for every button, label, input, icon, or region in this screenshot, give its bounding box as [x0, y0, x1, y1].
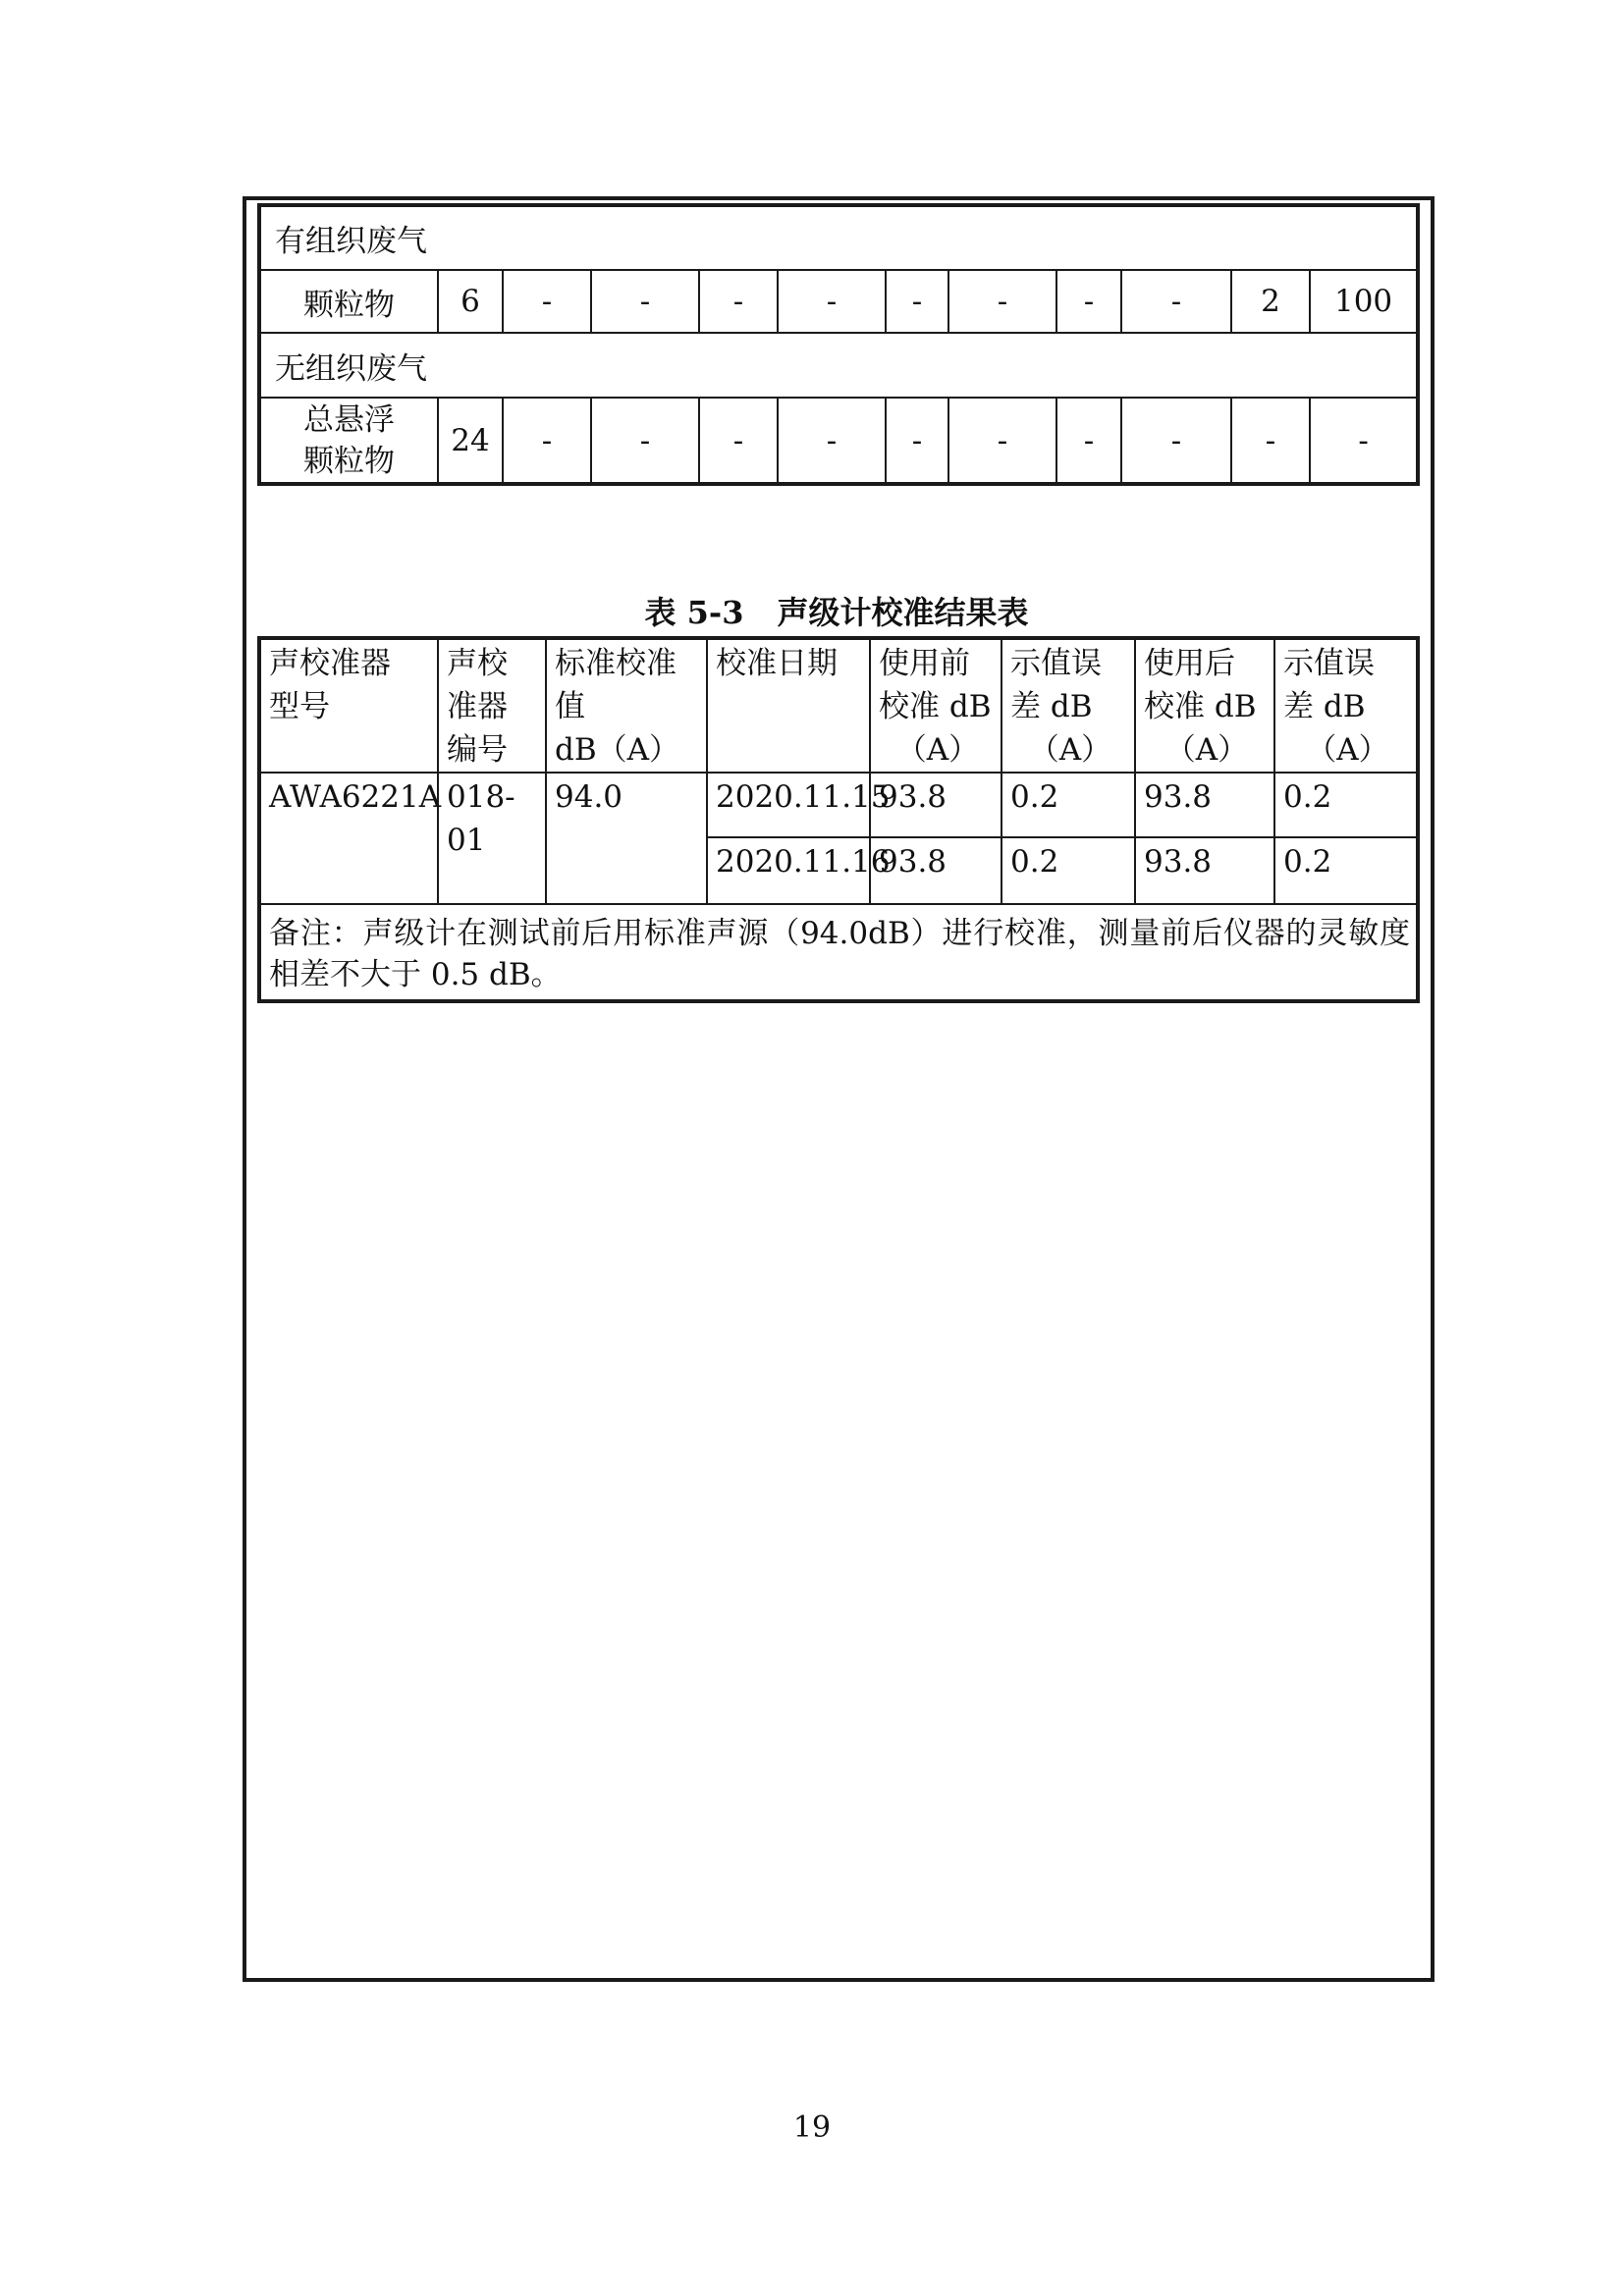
section-fugitive-emissions: 无组织废气 [259, 333, 1418, 398]
table-cell: 24 [438, 398, 503, 484]
table-cell: - [1121, 398, 1231, 484]
emission-standards-table [257, 203, 1420, 486]
header-line: 差 dB [1283, 689, 1366, 724]
table-cell: - [1231, 398, 1310, 484]
table-caption [257, 588, 1416, 633]
cell-after: 93.8 [1135, 773, 1274, 837]
header-line: 声校准器 [269, 646, 391, 681]
page-number: 19 [792, 2110, 832, 2145]
header-cell-error-before [1001, 638, 1135, 773]
table-cell: - [886, 270, 948, 333]
header-line: 差 dB [1010, 689, 1093, 724]
table-cell: - [778, 270, 886, 333]
caption-title: 声级计校准结果表 [777, 594, 1029, 631]
table-cell: - [503, 270, 591, 333]
header-line: 使用前 [879, 646, 970, 681]
header-cell-date [707, 638, 870, 773]
table-cell: - [778, 398, 886, 484]
cell-line: 颗粒物 [303, 443, 395, 479]
table-cell: - [591, 398, 699, 484]
header-line: 校准 dB [879, 689, 992, 724]
header-line: （A） [1028, 732, 1112, 768]
table-cell: 颗粒物 [259, 270, 438, 333]
cell-before: 93.8 [870, 773, 1001, 837]
header-cell-standard-value [546, 638, 707, 773]
cell-date: 2020.11.15 [707, 773, 870, 837]
header-line: 准器 [447, 689, 508, 724]
table-cell: - [1121, 270, 1231, 333]
header-cell-after [1135, 638, 1274, 773]
header-line: 校准日期 [716, 646, 838, 681]
header-line: 示值误 [1010, 646, 1102, 681]
cell-serial: 018-01 [438, 773, 546, 904]
table-cell: - [699, 398, 778, 484]
table-note: 备注：声级计在测试前后用标准声源（94.0dB）进行校准，测量前后仪器的灵敏度相差不大于 0.5 dB。 [259, 904, 1418, 1001]
sound-meter-calibration-table [257, 636, 1420, 1003]
table-cell: - [886, 398, 948, 484]
header-line: （A） [1164, 732, 1249, 768]
cell-model: AWA6221A [259, 773, 438, 904]
table-row [259, 270, 1418, 333]
cell-error-after: 0.2 [1274, 837, 1418, 904]
header-line: dB（A） [555, 732, 680, 768]
table-row [259, 773, 1418, 837]
cell-error-after: 0.2 [1274, 773, 1418, 837]
header-cell-error-after [1274, 638, 1418, 773]
header-line: 使用后 [1144, 646, 1235, 681]
header-line: 示值误 [1283, 646, 1375, 681]
cell-error-before: 0.2 [1001, 773, 1135, 837]
header-line: 型号 [269, 689, 330, 724]
header-line: 标准校准 [555, 646, 677, 681]
table-cell: - [1310, 398, 1418, 484]
table-cell: - [1056, 398, 1121, 484]
header-line: （A） [895, 732, 980, 768]
table-cell: - [699, 270, 778, 333]
table-cell: - [1056, 270, 1121, 333]
cell-date: 2020.11.16 [707, 837, 870, 904]
cell-line: 总悬浮 [303, 401, 395, 438]
table-cell: - [591, 270, 699, 333]
cell-before: 93.8 [870, 837, 1001, 904]
header-cell-before [870, 638, 1001, 773]
header-line: （A） [1306, 732, 1389, 768]
header-line: 编号 [447, 732, 508, 768]
header-line: 校准 dB [1144, 689, 1257, 724]
header-line: 声校 [447, 646, 508, 681]
table-cell: 100 [1310, 270, 1418, 333]
header-cell-serial [438, 638, 546, 773]
table-cell: 2 [1231, 270, 1310, 333]
cell-standard-value: 94.0 [546, 773, 707, 904]
cell-after: 93.8 [1135, 837, 1274, 904]
table-cell [259, 398, 438, 484]
table-cell: - [948, 270, 1056, 333]
table-cell: 6 [438, 270, 503, 333]
table-cell: - [948, 398, 1056, 484]
header-row [259, 638, 1418, 773]
section-organized-emissions: 有组织废气 [259, 205, 1418, 270]
caption-number: 表 5-3 [644, 594, 744, 631]
header-line: 值 [555, 689, 585, 724]
header-cell-model [259, 638, 438, 773]
cell-error-before: 0.2 [1001, 837, 1135, 904]
table-cell: - [503, 398, 591, 484]
table-row [259, 398, 1418, 484]
